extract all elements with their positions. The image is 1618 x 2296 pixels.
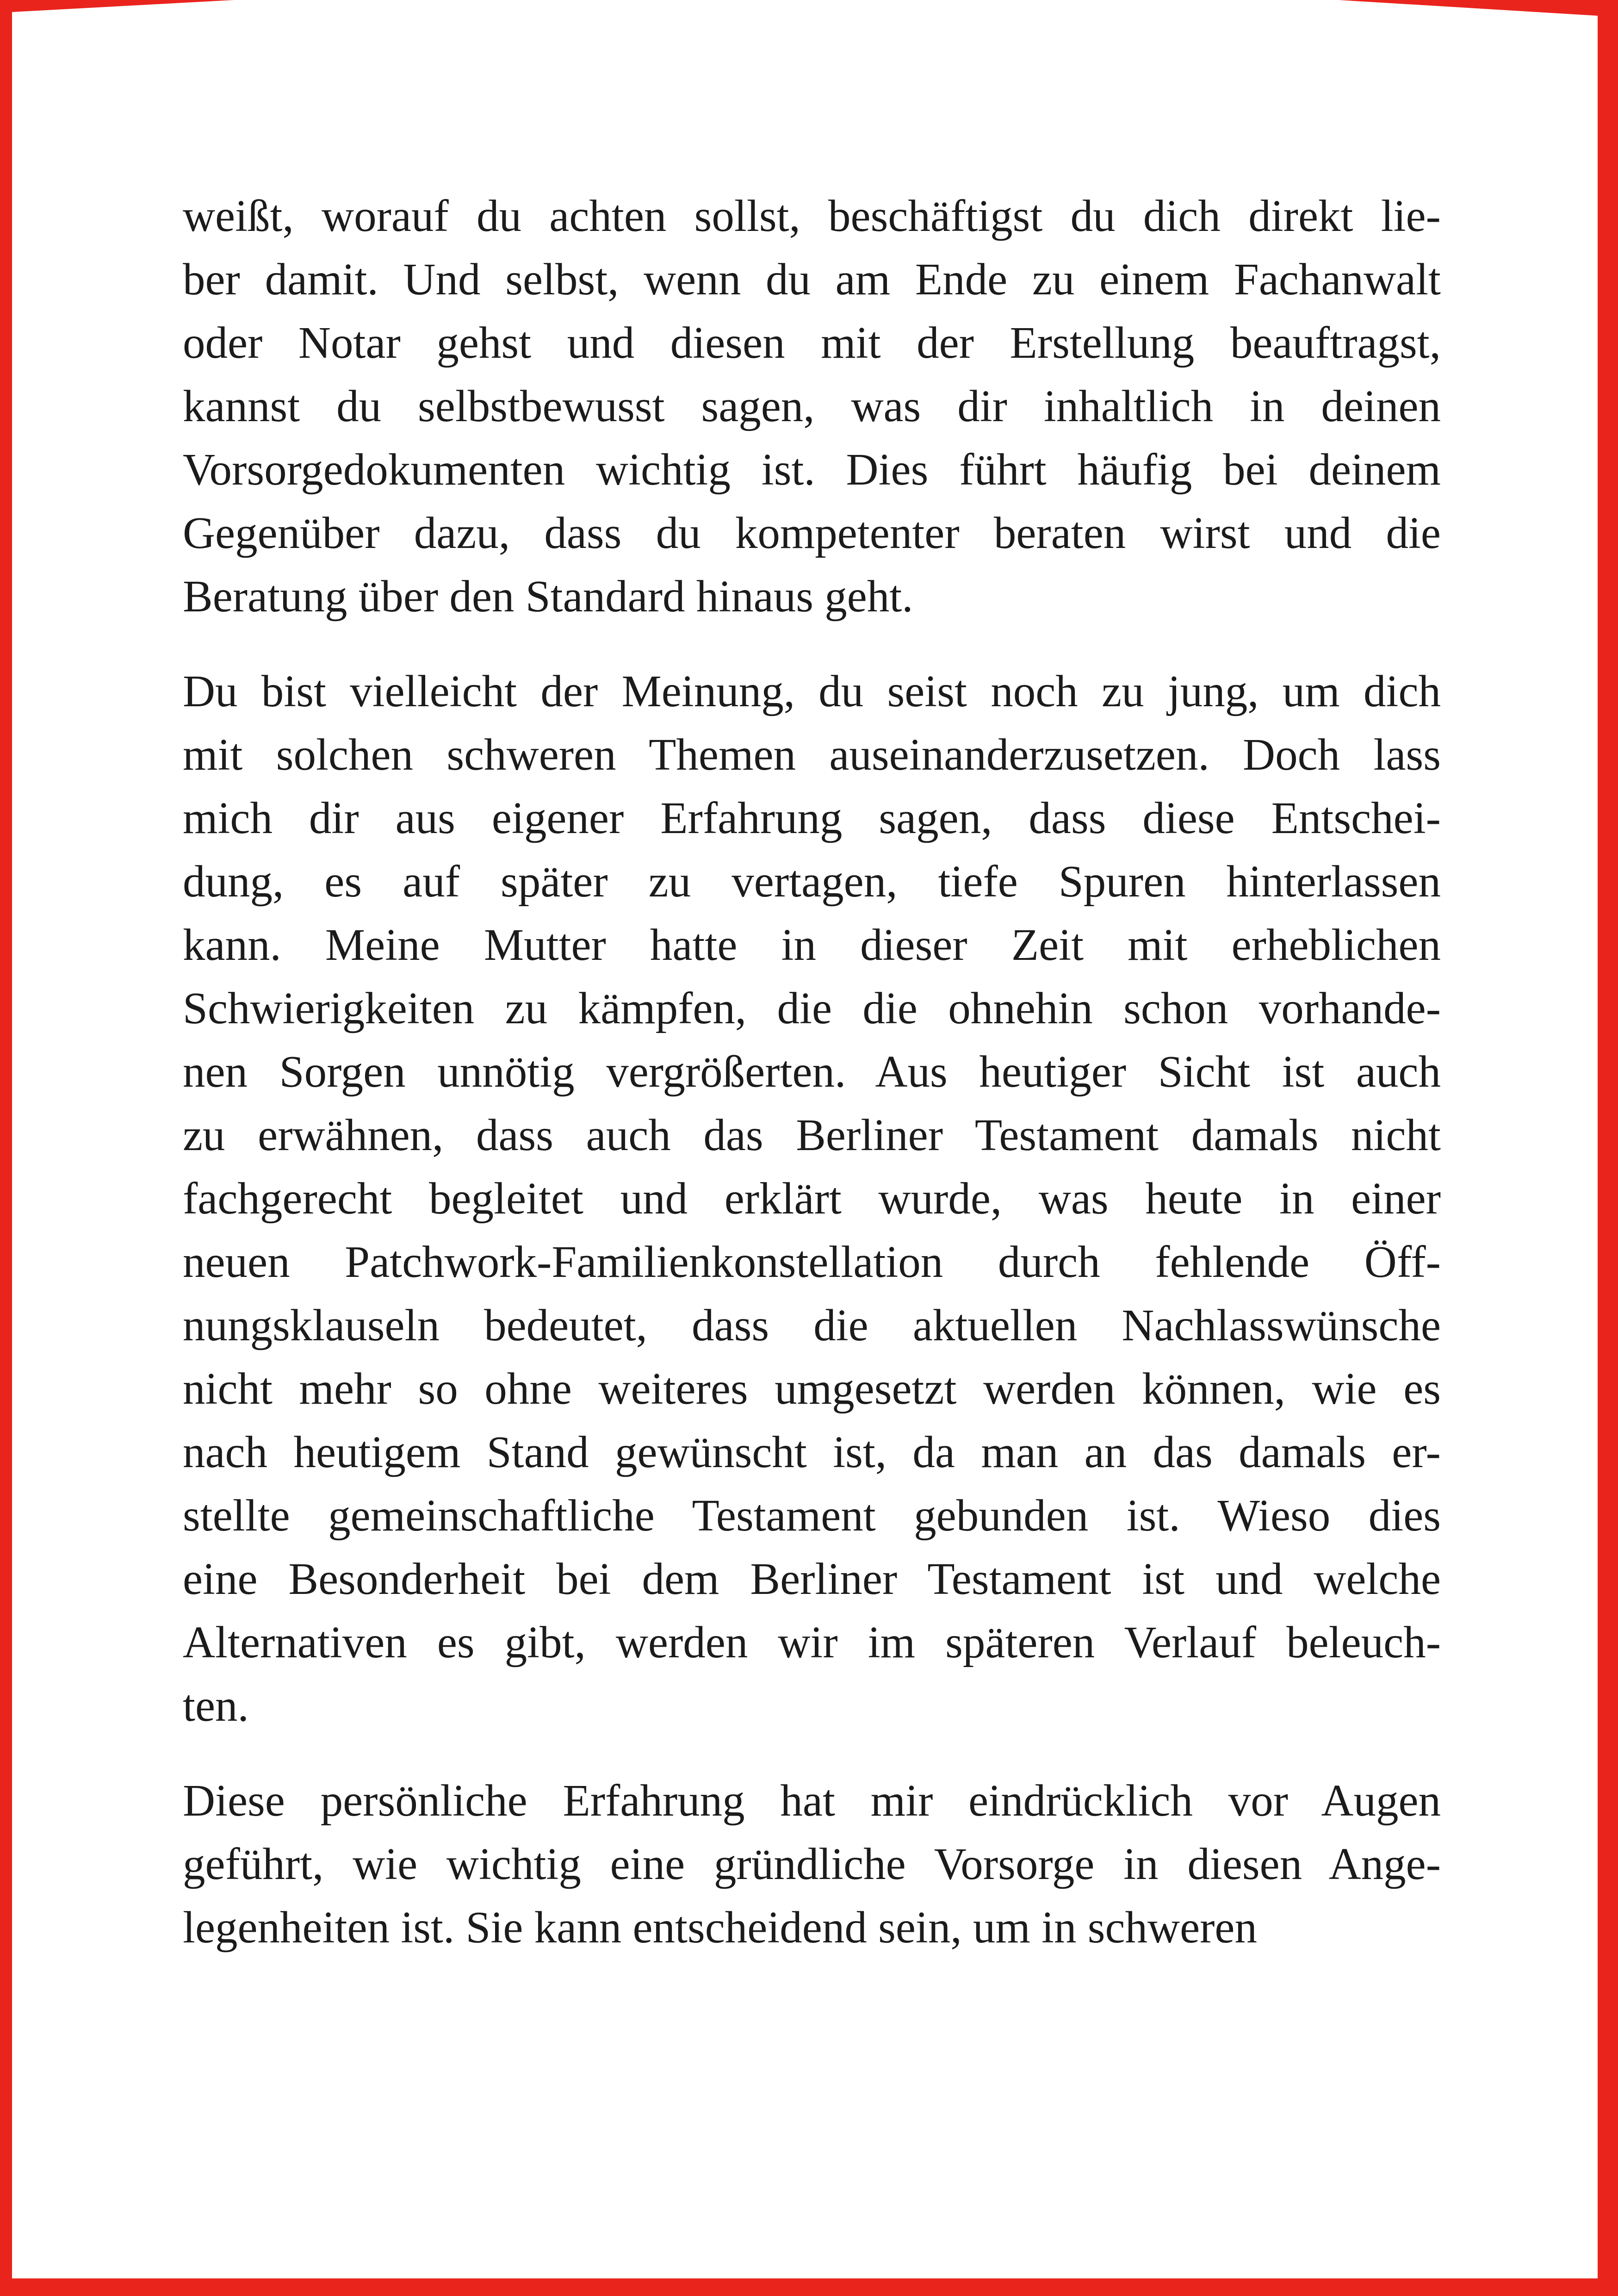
paragraph xyxy=(183,184,1441,628)
text-line: nungsklauseln bedeutet, dass die aktuellen Nachlasswünsche xyxy=(183,1300,1441,1350)
text-line: neuen Patchwork-Familienkonstellation durch fehlende Öff- xyxy=(183,1237,1441,1287)
text-line: oder Notar gehst und diesen mit der Erstellung beauftragst, xyxy=(183,318,1441,367)
text-line: Gegenüber dazu, dass du kompetenter beraten wirst und die xyxy=(183,508,1441,558)
text-line: Vorsorgedokumenten wichtig ist. Dies führt häufig bei deinem xyxy=(183,445,1441,494)
text-line: nen Sorgen unnötig vergrößerten. Aus heutiger Sicht ist auch xyxy=(183,1047,1441,1096)
book-page xyxy=(12,0,1598,2278)
text-line: kann. Meine Mutter hatte in dieser Zeit mit erheblichen xyxy=(183,920,1441,970)
text-line: eine Besonderheit bei dem Berliner Testament ist und welche xyxy=(183,1554,1441,1604)
text-line: dung, es auf später zu vertagen, tiefe Spuren hinterlassen xyxy=(183,857,1441,906)
text-line: Beratung über den Standard hinaus geht. xyxy=(183,572,913,621)
text-line: zu erwähnen, dass auch das Berliner Testament damals nicht xyxy=(183,1110,1441,1160)
text-line: mit solchen schweren Themen auseinanderzusetzen. Doch lass xyxy=(183,730,1441,779)
text-line: mich dir aus eigener Erfahrung sagen, dass diese Entschei- xyxy=(183,793,1441,843)
text-line: legenheiten ist. Sie kann entscheidend sein, um in schweren xyxy=(183,1903,1257,1952)
paragraph xyxy=(183,660,1441,1737)
text-line: kannst du selbstbewusst sagen, was dir inhaltlich in deinen xyxy=(183,381,1441,431)
text-line: Alternativen es gibt, werden wir im späteren Verlauf beleuch- xyxy=(183,1618,1441,1667)
text-line: stellte gemeinschaftliche Testament gebunden ist. Wieso dies xyxy=(183,1491,1441,1540)
text-line: ten. xyxy=(183,1681,249,1730)
text-line: nicht mehr so ohne weiteres umgesetzt werden können, wie es xyxy=(183,1364,1441,1413)
red-edge-top-right xyxy=(1339,0,1598,16)
text-line: Du bist vielleicht der Meinung, du seist noch zu jung, um dich xyxy=(183,666,1441,716)
text-line: fachgerecht begleitet und erklärt wurde, was heute in einer xyxy=(183,1174,1441,1223)
red-edge-top-left xyxy=(12,0,234,12)
text-line: Diese persönliche Erfahrung hat mir eindrücklich vor Augen xyxy=(183,1776,1441,1825)
text-line: nach heutigem Stand gewünscht ist, da man an das damals er- xyxy=(183,1427,1441,1477)
text-line: geführt, wie wichtig eine gründliche Vorsorge in diesen Ange- xyxy=(183,1839,1441,1889)
text-block xyxy=(183,184,1441,1991)
text-line: weißt, worauf du achten sollst, beschäftigst du dich direkt lie- xyxy=(183,191,1441,241)
text-line: Schwierigkeiten zu kämpfen, die die ohnehin schon vorhande- xyxy=(183,983,1441,1033)
paragraph xyxy=(183,1769,1441,1959)
text-line: ber damit. Und selbst, wenn du am Ende zu einem Fachanwalt xyxy=(183,255,1441,304)
